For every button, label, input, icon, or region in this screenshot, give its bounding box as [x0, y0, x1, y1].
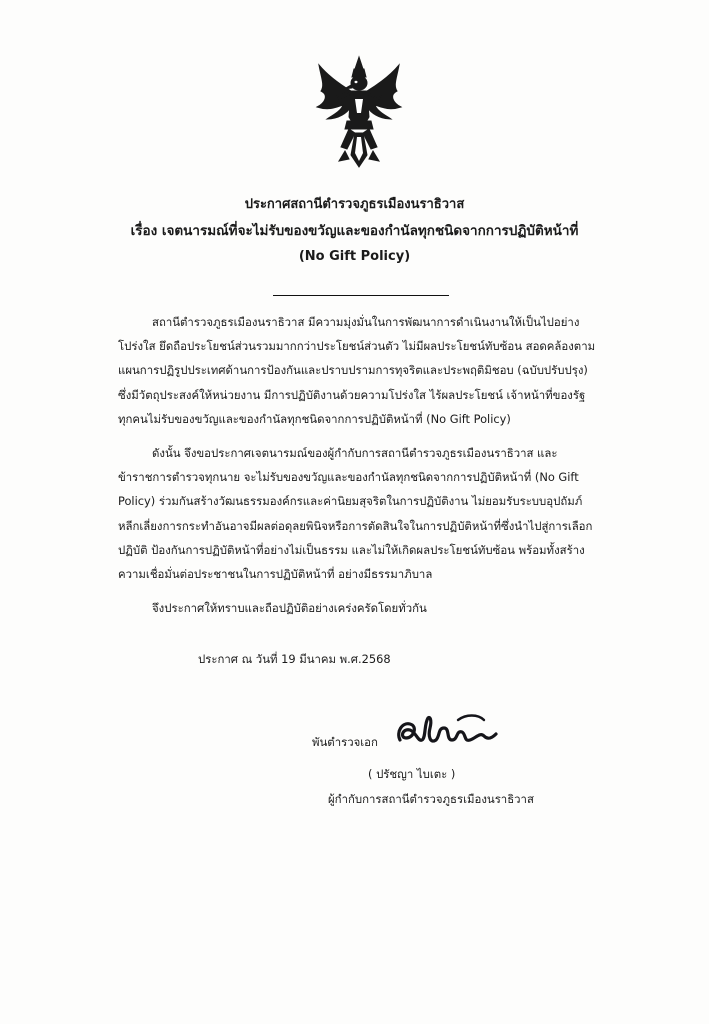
body-paragraph-1: สถานีตำรวจภูธรเมืองนราธิวาส มีความมุ่งมั่นในการพัฒนาการดำเนินงานให้เป็นไปอย่างโปร่งใส ยึดถือประโยชน์ส่วนรวมมากกว่าประโยชน์ส่วนตัว ไม่มีผลประโยชน์ทับซ้อน สอดคล้องตามแผนการปฏิรูปประเทศด้านการป้องกันและปราบปรามการทุจริตและประพฤติมิชอบ (ฉบับปรับปรุง) ซึ่งมีวัตถุประสงค์ให้หน่วยงาน มีการปฏิบัติงานด้วยความโปร่งใส ไร้ผลประโยชน์ เจ้าหน้าที่ของรัฐทุกคนไม่รับของขวัญและของกำนัลทุกชนิดจากการปฏิบัติหน้าที่ (No Gift Policy): [118, 315, 596, 426]
title-line-subject: เรื่อง เจตนารมณ์ที่จะไม่รับของขวัญและของกำนัลทุกชนิดจากการปฏิบัติหน้าที่: [130, 223, 579, 239]
body-paragraph-2: ดังนั้น จึงขอประกาศเจตนารมณ์ของผู้กำกับการสถานีตำรวจภูธรเมืองนราธิวาส และข้าราชการตำรวจทุกนาย จะไม่รับของขวัญและของกำนัลทุกชนิดจากการปฏิบัติหน้าที่ (No Gift Policy) ร่วมกันสร้างวัฒนธรรมองค์กรและค่านิยมสุจริตในการปฏิบัติงาน ไม่ยอมรับระบบอุปถัมภ์ หลีกเลี่ยงการกระทำอันอาจมีผลต่อดุลยพินิจหรือการตัดสินใจในการปฏิบัติหน้าที่ซึ่งนำไปสู่การเลือกปฏิบัติ ป้องกันการปฏิบัติหน้าที่อย่างไม่เป็นธรรม และไม่ให้เกิดผลประโยชน์ทับซ้อน พร้อมทั้งสร้างความเชื่อมั่นต่อประชาชนในการปฏิบัติหน้าที่ อย่างมีธรรมาภิบาล: [118, 446, 593, 582]
announcement-date: ประกาศ ณ วันที่ 19 มีนาคม พ.ศ.2568: [198, 652, 391, 666]
signer-name: ( ปรัชญา ไบเตะ ): [368, 767, 456, 781]
garuda-emblem-icon: [311, 55, 407, 171]
title-divider: [273, 295, 449, 296]
body-paragraph-3: จึงประกาศให้ทราบและถือปฏิบัติอย่างเคร่งครัดโดยทั่วกัน: [152, 601, 427, 616]
signer-position: ผู้กำกับการสถานีตำรวจภูธรเมืองนราธิวาส: [328, 792, 534, 806]
signer-rank: พันตำรวจเอก: [312, 735, 378, 749]
title-line-issuer: ประกาศสถานีตำรวจภูธรเมืองนราธิวาส: [244, 197, 465, 212]
announcement-body: [118, 310, 596, 620]
handwritten-signature: [392, 706, 502, 758]
announcement-title: [60, 192, 649, 270]
title-line-policy: (No Gift Policy): [298, 249, 411, 264]
